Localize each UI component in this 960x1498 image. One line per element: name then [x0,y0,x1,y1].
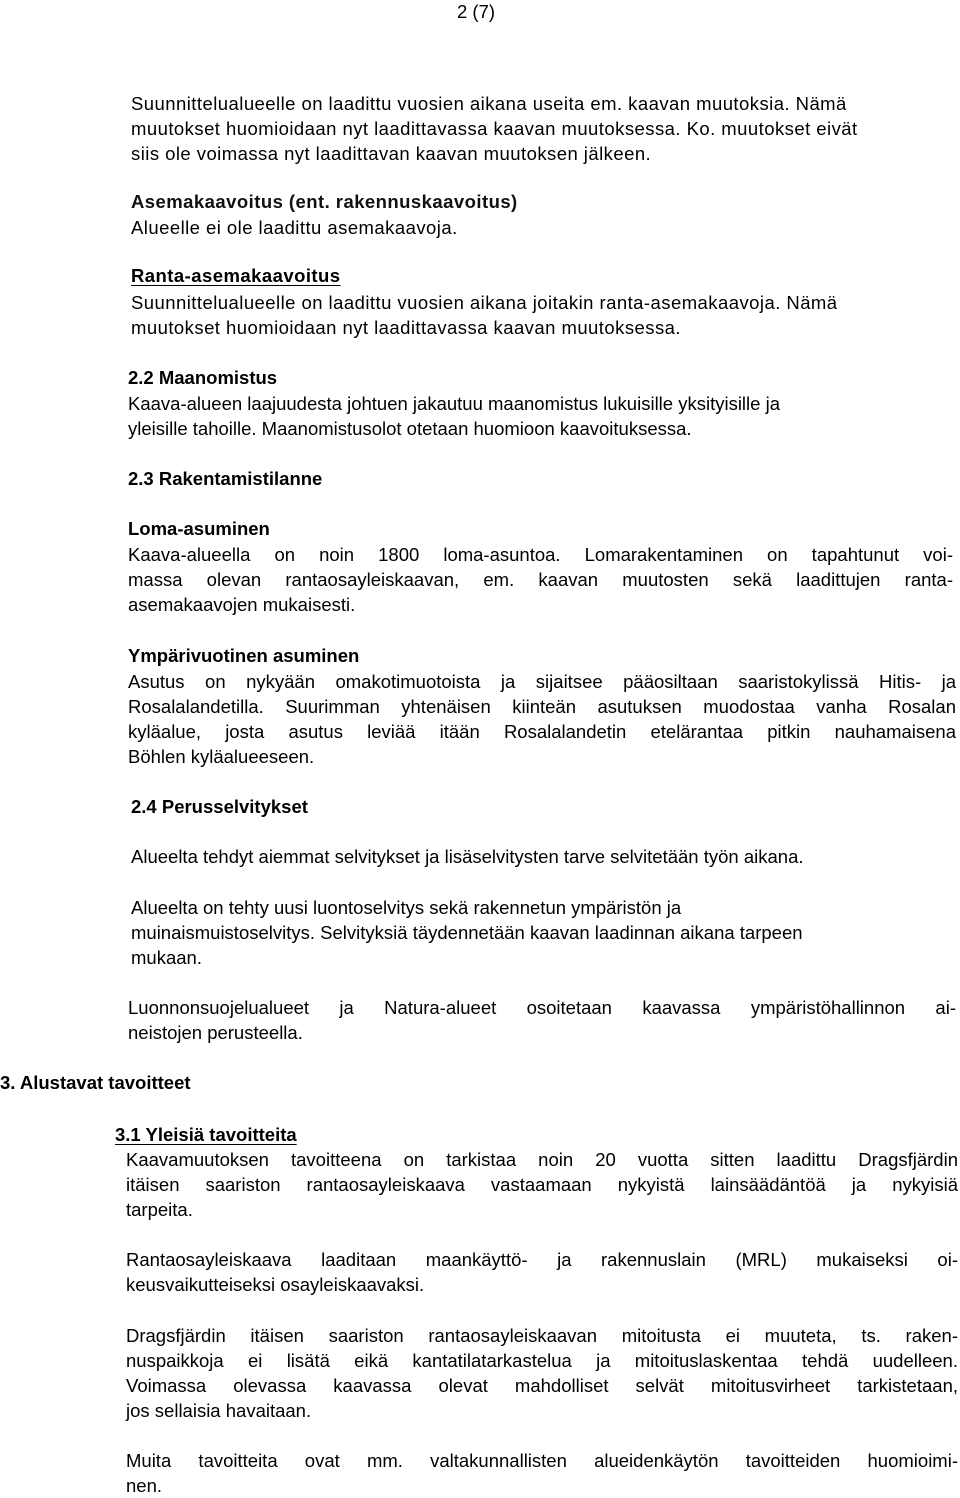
ymparivuotinen-line-3: kyläalue, josta asutus leviää itään Rosalalandetin etelärantaa pitkin nauhamaisena [128,721,956,742]
intro-line-2: muutokset huomioidaan nyt laadittavassa kaavan muutoksessa. Ko. muutokset eivät [131,118,858,139]
section3-heading: 3. Alustavat tavoitteet [0,1072,191,1093]
loma-line-1: Kaava-alueella on noin 1800 loma-asuntoa. Lomarakentaminen on tapahtunut voi- [128,544,953,565]
page-number: 2 (7) [457,1,496,22]
loma-heading: Loma-asuminen [128,518,270,539]
perusselvitykset-heading: 2.4 Perusselvitykset [131,796,308,817]
intro-line-1: Suunnittelualueelle on laadittu vuosien aikana useita em. kaavan muutoksia. Nämä [131,93,847,114]
yleisia-p1-line-3: tarpeita. [126,1199,193,1220]
perusselvitykset-p3-line-2: neistojen perusteella. [128,1022,303,1043]
yleisia-p4-line-2: nen. [126,1475,163,1496]
maanomistus-line-2: yleisille tahoille. Maanomistusolot otetaan huomioon kaavoituksessa. [128,418,692,439]
perusselvitykset-p2-line-1: Alueelta on tehty uusi luontoselvitys sekä rakennetun ympäristön ja [131,897,682,918]
perusselvitykset-p3-line-1: Luonnonsuojelualueet ja Natura-alueet osoitetaan kaavassa ympäristöhallinnon ai- [128,997,956,1018]
yleisia-p2-line-1: Rantaosayleiskaava laaditaan maankäyttö- ja rakennuslain (MRL) mukaiseksi oi- [126,1249,958,1270]
asemakaavoitus-heading: Asemakaavoitus (ent. rakennuskaavoitus) [131,191,518,212]
yleisia-heading: 3.1 Yleisiä tavoitteita [115,1124,297,1145]
yleisia-p1-line-2: itäisen saariston rantaosayleiskaava vastaamaan nykyistä lainsäädäntöä ja nykyisiä [126,1174,958,1195]
intro-line-3: siis ole voimassa nyt laadittavan kaavan muutoksen jälkeen. [131,143,652,164]
loma-line-3: asemakaavojen mukaisesti. [128,594,356,615]
ymparivuotinen-line-2: Rosalalandetilla. Suurimman yhtenäisen kiinteän asutuksen muodostaa vanha Rosalan [128,696,956,717]
ranta-line-2: muutokset huomioidaan nyt laadittavassa kaavan muutoksessa. [131,317,681,338]
loma-line-2: massa olevan rantaosayleiskaavan, em. kaavan muutosten sekä laadittujen ranta- [128,569,953,590]
asemakaavoitus-text: Alueelle ei ole laadittu asemakaavoja. [131,217,458,238]
perusselvitykset-p2-line-3: mukaan. [131,947,202,968]
yleisia-p1-line-1: Kaavamuutoksen tavoitteena on tarkistaa noin 20 vuotta sitten laadittu Dragsfjärdin [126,1149,958,1170]
maanomistus-heading: 2.2 Maanomistus [128,367,278,388]
maanomistus-line-1: Kaava-alueen laajuudesta johtuen jakautuu maanomistus lukuisille yksityisille ja [128,393,780,414]
ymparivuotinen-heading: Ympärivuotinen asuminen [128,645,360,666]
yleisia-p3-line-2: nuspaikkoja ei lisätä eikä kantatilatarkastelua ja mitoituslaskentaa tehdä uudelleen. [126,1350,958,1371]
yleisia-p3-line-1: Dragsfjärdin itäisen saariston rantaosayleiskaavan mitoitusta ei muuteta, ts. raken- [126,1325,958,1346]
rakentamistilanne-heading: 2.3 Rakentamistilanne [128,468,323,489]
perusselvitykset-p1: Alueelta tehdyt aiemmat selvitykset ja lisäselvitysten tarve selvitetään työn aikana. [131,846,804,867]
yleisia-p3-line-4: jos sellaisia havaitaan. [126,1400,312,1421]
yleisia-p3-line-3: Voimassa olevassa kaavassa olevat mahdolliset selvät mitoitusvirheet tarkistetaan, [126,1375,958,1396]
ymparivuotinen-line-1: Asutus on nykyään omakotimuotoista ja sijaitsee pääosiltaan saaristokylissä Hitis- ja [128,671,956,692]
yleisia-p2-line-2: keusvaikutteiseksi osayleiskaavaksi. [126,1274,425,1295]
yleisia-p4-line-1: Muita tavoitteita ovat mm. valtakunnallisten alueidenkäytön tavoitteiden huomioimi- [126,1450,958,1471]
ranta-heading: Ranta-asemakaavoitus [131,265,341,286]
ranta-line-1: Suunnittelualueelle on laadittu vuosien aikana joitakin ranta-asemakaavoja. Nämä [131,292,838,313]
perusselvitykset-p2-line-2: muinaismuistoselvitys. Selvityksiä täydennetään kaavan laadinnan aikana tarpeen [131,922,803,943]
ymparivuotinen-line-4: Böhlen kyläalueeseen. [128,746,315,767]
